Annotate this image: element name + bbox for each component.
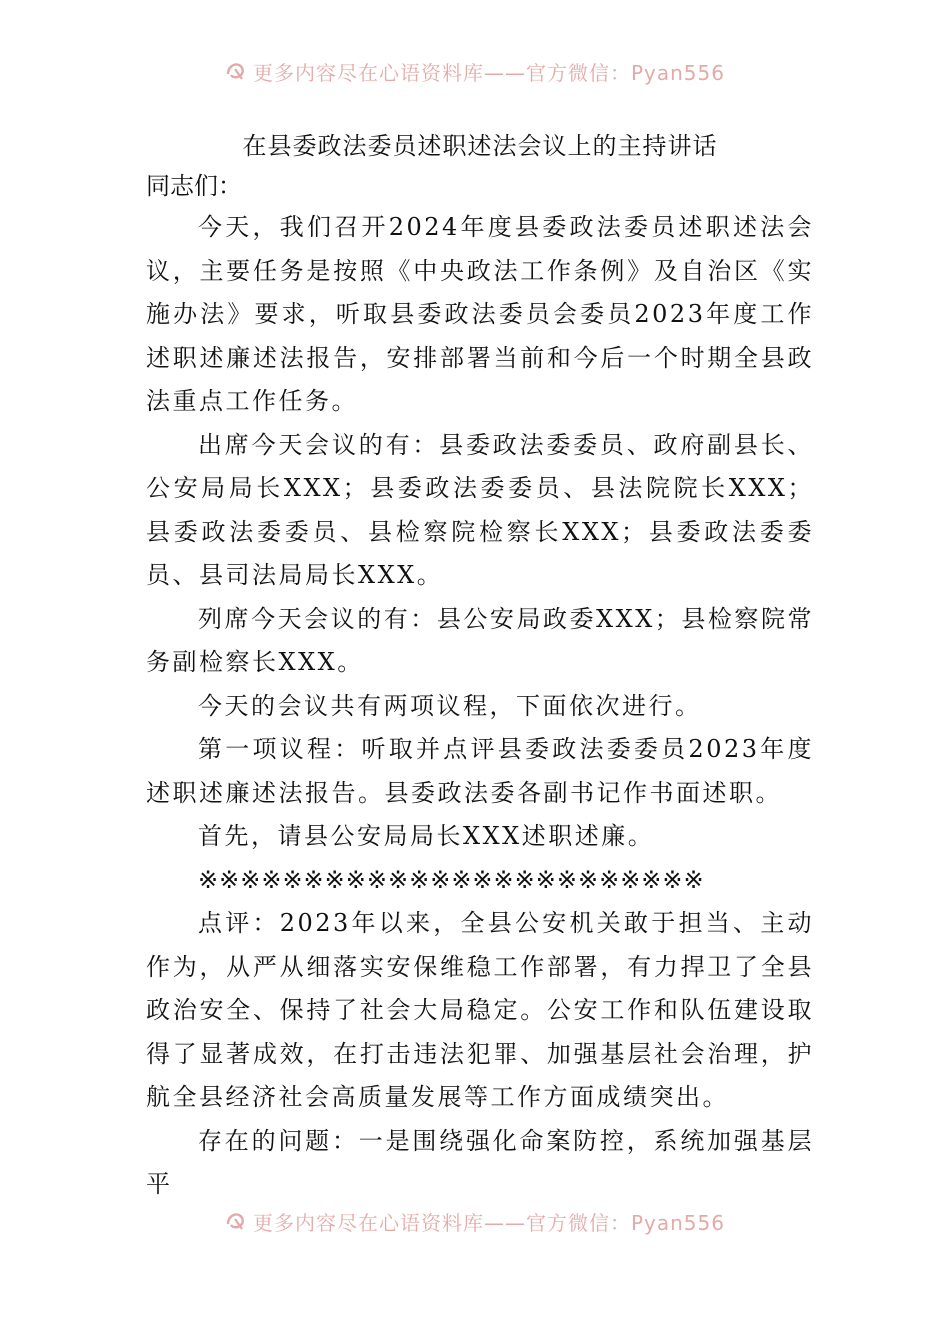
paragraph: 列席今天会议的有：县公安局政委XXX；县检察院常务副检察长XXX。 <box>146 604 814 676</box>
paragraph: 出席今天会议的有：县委政法委委员、政府副县长、公安局局长XXX；县委政法委委员、县法院院长XXX；县委政法委委员、县检察院检察长XXX；县委政法委委员、县司法局局长XXX。 <box>146 430 814 589</box>
watermark-logo-icon <box>225 1210 247 1232</box>
paragraph: 第一项议程：听取并点评县委政法委委员2023年度述职述廉述法报告。县委政法委各副书记作书面述职。 <box>146 735 814 807</box>
greeting: 同志们： <box>146 172 242 200</box>
footer-watermark <box>0 1206 950 1236</box>
header-watermark <box>0 56 950 86</box>
paragraph: 今天的会议共有两项议程，下面依次进行。 <box>198 691 702 720</box>
paragraph: 首先，请县公安局局长XXX述职述廉。 <box>198 822 655 850</box>
document-title: 在县委政法委员述职述法会议上的主持讲话 <box>242 132 718 160</box>
separator-line: ※※※※※※※※※※※※※※※※※※※※※※※※ <box>198 865 705 894</box>
paragraph: 存在的问题：一是围绕强化命案防控，系统加强基层平 <box>146 1126 814 1198</box>
watermark-logo-icon <box>225 60 247 82</box>
watermark-text: 更多内容尽在心语资料库——官方微信：Pyan556 <box>252 60 725 85</box>
watermark-text: 更多内容尽在心语资料库——官方微信：Pyan556 <box>252 1210 725 1235</box>
paragraph: 今天，我们召开2024年度县委政法委员述职述法会议，主要任务是按照《中央政法工作条例》及自治区《实施办法》要求，听取县委政法委员会委员2023年度工作述职述廉述法报告，安排部署当前和今后一个时期全县政法重点工作任务。 <box>146 213 814 415</box>
paragraph: 点评：2023年以来，全县公安机关敢于担当、主动作为，从严从细落实安保维稳工作部署，有力捍卫了全县政治安全、保持了社会大局稳定。公安工作和队伍建设取得了显著成效，在打击违法犯罪、加强基层社会治理，护航全县经济社会高质量发展等工作方面成绩突出。 <box>146 909 814 1111</box>
document-body <box>146 126 814 1207</box>
